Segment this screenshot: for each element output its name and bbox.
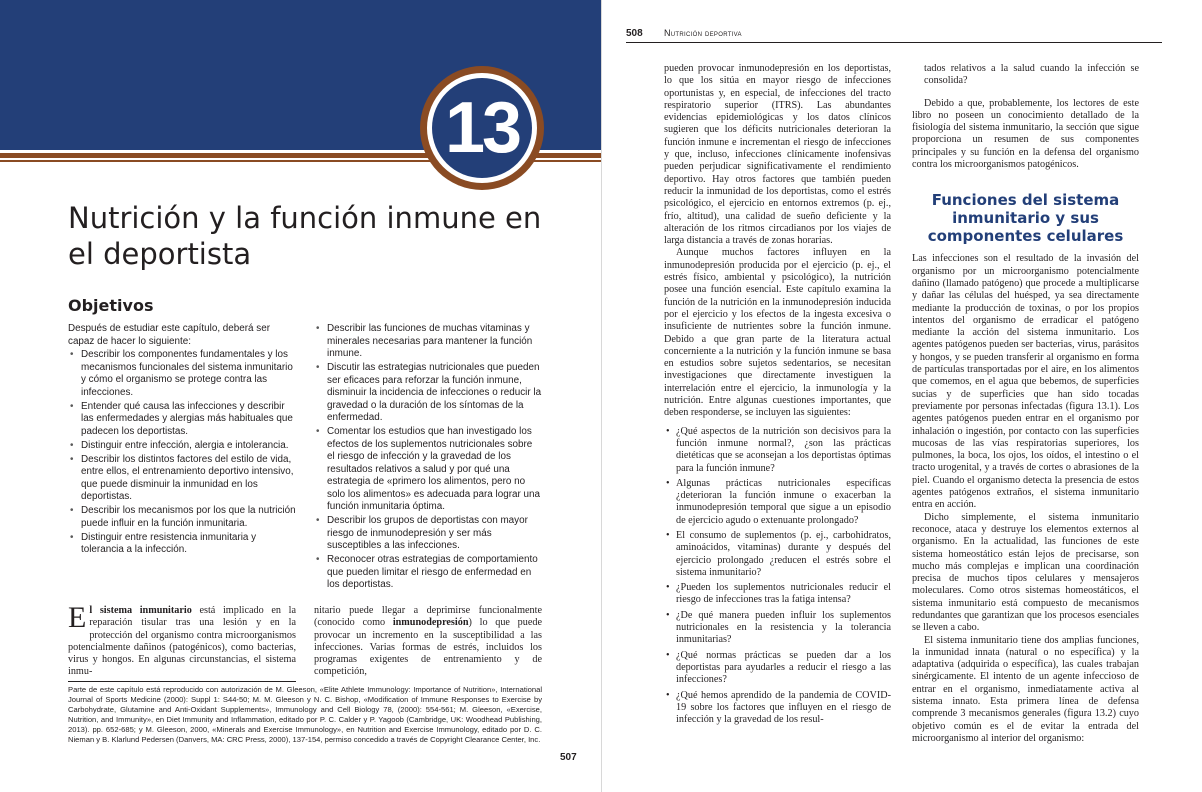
question-item: • ¿Pueden los suplementos nutricionales reducir el riesgo de infecciones tras la fatiga intensa? [664, 582, 891, 607]
chapter-title: Nutrición y la función inmune en el deportista [68, 201, 542, 271]
footnote: Parte de este capítulo está reproducido con autorización de M. Gleeson, «Elite Athlete Immunology: Importance of Nutrition», International Journal of Sports Medicine (2000): Suppl 1: S44-50; M. M. Gleeson y N. C. Bishop, «Modification of Immune Responses to Exercise by Carbohydrate, Glutamine and Anti-Oxidant Supplements», Immunology and Cell Biology 78, (2000): 554-561; M. Gleeson, «Exercise, Nutrition, and Immunity», en Diet Immunity and Inflammation, editado por P. C. Calder y P. Yagoob (Cambridge, UK: Woodhead Publishing, 2013). pp. 652-685; y M. Gleeson, 2000, «Minerals and Exercise Immunology», en Nutrition and Exercise Immunology, editado por D. C. Nieman y B. Klarlund Pedersen (Danvers, MA: CRC Press, 2000), 137-154, permiso concedido a través de Copyright Clearance Center, Inc. [68, 685, 542, 744]
body-column-1 [664, 63, 891, 729]
objective-item: • Discutir las estrategias nutricionales que pueden ser eficaces para reforzar la función inmune, disminuir la incidencia de infecciones o reducir la gravedad o la duración de los síntomas de la enfermedad. [314, 362, 542, 425]
body-paragraph: Las infecciones son el resultado de la invasión del organismo por un microorganismo potencialmente dañino (llamado patógeno) que procede a multiplicarse y dañar las células del huésped, ya sea directamente mediante la producción de toxinas, o por los propios intentos del organismo de erradicar el patógeno mediante la acción del sistema inmunitario. Los agentes patógenos pueden ser bacterias, virus, parásitos y hongos, y se pueden transferir al organismo en forma de partículas transportadas por el aire, en los alimentos que comemos, en el agua que bebemos, de superficies sucias y de superficies que han sido tocadas previamente por personas infectadas (figura 13.1). Los agentes patógenos pueden entrar en el organismo por inhalación o ingestión, por contacto con las superficies mucosas de las vías respiratorias superiores, los pulmones, la boca, los ojos, los oídos, el intestino o el tracto urogenital, y a través de cortes o abrasiones de la piel. Cuando el organismo detecta la presencia de estos agentes patógenos extraños, el sistema inmunitario entra en acción. [912, 253, 1139, 511]
objective-item: • Entender qué causa las infecciones y describir las enfermedades y alergias más habituales que padecen los deportistas. [68, 401, 296, 439]
objective-item: • Comentar los estudios que han investigado los efectos de los suplementos nutricionales sobre el riesgo de infección y la gravedad de los resultados relativos a salud y por qué una estrategia de «primero los alimentos, pero no solo los alimentos» es adecuada para lograr una función inmunitaria óptima. [314, 426, 542, 514]
chapter-number: 13 [432, 78, 532, 178]
question-item: • ¿Qué normas prácticas se pueden dar a los deportistas para ayudarles a reducir el riesgo a las infecciones? [664, 650, 891, 687]
objective-item: • Describir los grupos de deportistas con mayor riesgo de inmunodepresión y ser más susceptibles a las infecciones. [314, 515, 542, 553]
question-continuation: tados relativos a la salud cuando la infección se consolida? [924, 63, 1139, 87]
objectives-list-col2 [314, 323, 542, 593]
footnote-rule [68, 681, 296, 682]
objective-item: • Describir los mecanismos por los que la nutrición puede influir en la función inmunitaria. [68, 505, 296, 530]
objectives-intro: Después de estudiar este capítulo, deberá ser capaz de hacer lo siguiente: [68, 323, 271, 347]
objective-item: • Distinguir entre infección, alergia e intolerancia. [68, 440, 296, 453]
running-head-page-number: 508 [626, 28, 643, 39]
objective-item: • Reconocer otras estrategias de comportamiento que pueden limitar el riesgo de enfermedad en los deportistas. [314, 554, 542, 592]
body-paragraph: El sistema inmunitario tiene dos amplias funciones, la inmunidad innata (natural o no específica) y la adaptativa (adquirida o específica), las cuales trabajan sinérgicamente. El intento de un agente infeccioso de entrar en el organismo, inmediatamente activa al sistema innato. Esta primera línea de defensa comprende 3 mecanismos generales (figura 13.2) cuyo objetivo común es el de evitar la entrada del microorganismo al interior del organismo: [912, 634, 1139, 744]
intro-text: nitario puede llegar a deprimirse funcionalmente (conocido como [314, 605, 542, 629]
intro-paragraph-col1 [68, 601, 296, 679]
question-item: • ¿De qué manera pueden influir los suplementos nutricionales en la resistencia y la tolerancia inmunitarias? [664, 610, 891, 647]
question-item: • Algunas prácticas nutricionales específicas ¿deterioran la función inmune o exacerban la inmunodepresión temporal que sigue a un episodio de ejercicio agudo o extenuante prolongado? [664, 478, 891, 527]
intro-paragraph-col2 [314, 605, 542, 679]
intro-term-bold: inmunodepresión [392, 617, 469, 629]
page-gutter [601, 0, 602, 792]
running-head-rule [626, 42, 1162, 43]
question-item: • ¿Qué hemos aprendido de la pandemia de COVID-19 sobre los factores que influyen en el riesgo de infección y la gravedad de los resul- [664, 690, 891, 727]
intro-text: ) lo que puede provocar un incremento en la susceptibilidad a las infecciones. Varias formas de estrés, incluidos los programas exigentes de entrenamiento y de competición, [314, 617, 542, 678]
objective-item: • Distinguir entre resistencia inmunitaria y tolerancia a la infección. [68, 532, 296, 557]
running-head-title: Nutrición deportiva [664, 28, 742, 38]
objectives-list-col1 [68, 349, 296, 559]
intro-text: está implicado en la reparación tisular tras una lesión y en la protección del organismo contra microorganismos potencialmente dañinos (patogénicos), como bacterias, virus y hongos. En algunas circunstancias, el sistema inmu- [68, 605, 296, 678]
question-item: • El consumo de suplementos (p. ej., carbohidratos, aminoácidos, vitaminas) durante y después del ejercicio prolongado ¿reducen el estrés sobre el sistema inmunitario? [664, 530, 891, 579]
page-number: 507 [560, 752, 577, 763]
body-paragraph: pueden provocar inmunodepresión en los deportistas, lo que los sitúa en mayor riesgo de infecciones oportunistas y, en especial, de infecciones del tracto respiratorio superior (ITRS). Las abundantes evidencias epidemiológicas y los datos clínicos sugieren que los déficits nutricionales deterioran la función inmune e incrementan el riesgo de infecciones y que, incluso, infecciones clínicamente inofensivas pueden perjudicar significativamente el rendimiento deportivo. Hay otros factores que también pueden reducir la inmunidad de los deportistas, como el estrés psicológico, el ejercicio en entornos extremos (p. ej., frío, altitud), una calidad de sueño deficiente y la alteración de los ritmos circadianos por los viajes de larga distancia a través de zonas horarias. [664, 63, 891, 247]
question-item: • ¿Qué aspectos de la nutrición son decisivos para la función inmune normal?, ¿son las prácticas dietéticas que se aconsejan a los deportistas óptimas para la función inmune? [664, 426, 891, 475]
body-paragraph: Dicho simplemente, el sistema inmunitario reconoce, ataca y destruye los elementos externos al organismo. En la actualidad, las funciones de este sistema homeostático están lejos de precisarse, son mucho más complejas e implican una coordinación precisa de muchos tipos celulares y mensajeros moleculares. Como otros sistemas homeostáticos, el sistema inmunitario está compuesto de mecanismos redundantes que garantizan que los procesos esenciales se lleven a cabo. [912, 511, 1139, 634]
intro-lead-bold: l sistema inmunitario [89, 605, 192, 616]
body-column-2 [912, 63, 1139, 745]
objective-item: • Describir los distintos factores del estilo de vida, entre ellos, el entrenamiento deportivo intensivo, que puede disminuir la inmunidad en los deportistas. [68, 454, 296, 504]
drop-cap: E [68, 601, 87, 634]
objectives-heading: Objetivos [68, 296, 154, 315]
research-questions-list [664, 426, 891, 727]
section-heading: Funciones del sistema inmunitario y sus componentes celulares [927, 191, 1124, 246]
objective-item: • Describir las funciones de muchas vitaminas y minerales necesarias para mantener la función inmune. [314, 323, 542, 361]
body-paragraph: Aunque muchos factores influyen en la inmunodepresión producida por el ejercicio (p. ej., el estrés físico, ambiental y psicológico), la nutrición posee una función esencial. Este capítulo examina la función de la nutrición en la inmunodepresión inducida por el ejercicio y los efectos de la ingesta excesiva o insuficiente de nutrientes sobre la función inmune. Debido a que gran parte de la literatura actual concerniente a la nutrición y la función inmune se basa en estudios sobre sujetos sedentarios, se necesitan investigaciones que directamente investiguen la interrelación entre el ejercicio, la inmunología y la nutrición. Entre algunas cuestiones importantes, que deben responderse, se incluyen las siguientes: [664, 247, 891, 419]
objective-item: • Describir los componentes fundamentales y los mecanismos funcionales del sistema inmunitario y cómo el organismo se protege contra las infecciones. [68, 349, 296, 399]
body-paragraph: Debido a que, probablemente, los lectores de este libro no poseen un conocimiento detallado de la fisiología del sistema inmunitario, la sección que sigue proporciona un resumen de sus componentes principales y su función en la defensa del organismo contra los microorganismos patogénicos. [912, 97, 1139, 171]
